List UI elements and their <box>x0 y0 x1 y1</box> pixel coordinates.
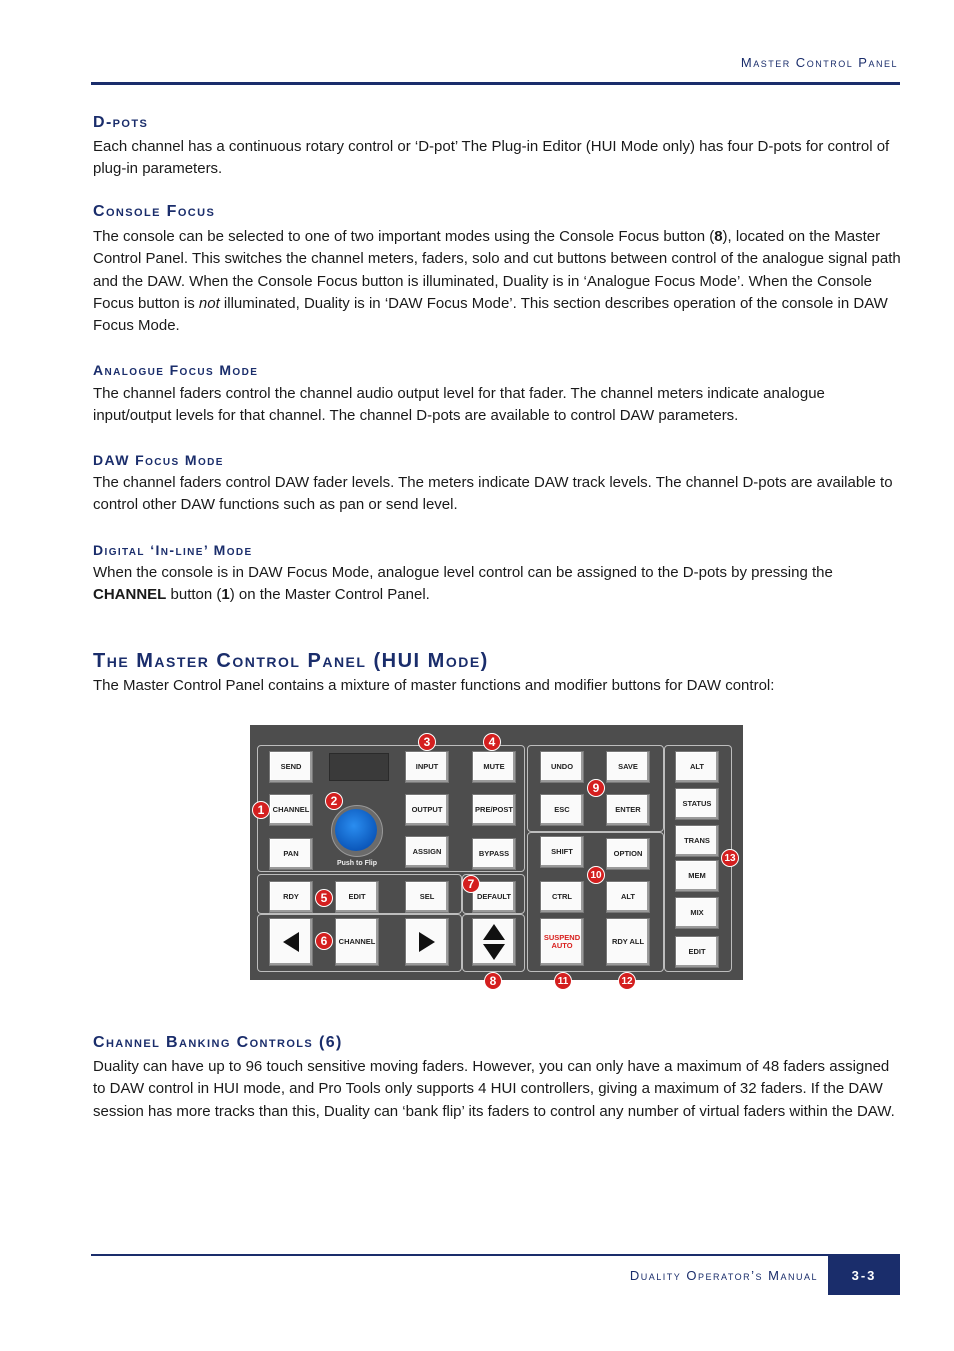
input-button[interactable]: INPUT <box>405 751 449 783</box>
esc-button[interactable]: ESC <box>540 794 584 826</box>
heading-analogue-focus: Analogue Focus Mode <box>93 362 259 378</box>
callout-9: 9 <box>587 779 605 797</box>
callout-10: 10 <box>587 866 605 884</box>
footer-title: Duality Operator’s Manual <box>629 1268 818 1283</box>
header-rule <box>91 82 900 85</box>
heading-console-focus: Console Focus <box>93 203 216 220</box>
default-button[interactable]: DEFAULT <box>472 881 516 913</box>
bypass-button[interactable]: BYPASS <box>472 838 516 870</box>
heading-daw-focus: DAW Focus Mode <box>93 452 224 468</box>
page-number: 3-3 <box>828 1256 900 1295</box>
heading-channel-banking: Channel Banking Controls (6) <box>93 1034 343 1051</box>
edit-button[interactable]: EDIT <box>335 881 379 913</box>
sel-button[interactable]: SEL <box>405 881 449 913</box>
footer-rule <box>91 1254 900 1256</box>
arrow-up-down-icon <box>482 922 506 962</box>
paragraph-master-control-panel: The Master Control Panel contains a mixture of master functions and modifier buttons for DAW control: <box>93 677 775 694</box>
rdy-button[interactable]: RDY <box>269 881 313 913</box>
callout-6: 6 <box>315 932 333 950</box>
callout-12: 12 <box>618 972 636 990</box>
assign-button[interactable]: ASSIGN <box>405 836 449 868</box>
callout-2: 2 <box>325 792 343 810</box>
arrow-right-icon <box>417 930 437 954</box>
mix-button[interactable]: MIX <box>675 897 719 929</box>
callout-11: 11 <box>554 972 572 990</box>
bank-right-button[interactable] <box>405 918 449 966</box>
bank-left-button[interactable] <box>269 918 313 966</box>
pan-button[interactable]: PAN <box>269 838 313 870</box>
shift-button[interactable]: SHIFT <box>540 836 584 868</box>
enter-button[interactable]: ENTER <box>606 794 650 826</box>
mute-button[interactable]: MUTE <box>472 751 516 783</box>
paragraph-daw-focus: The channel faders control DAW fader levels. The meters indicate DAW track levels. The channel D-pots are available to control other DAW functions such as pan or send level. <box>93 474 893 514</box>
panel-display <box>329 753 389 781</box>
trans-button[interactable]: TRANS <box>675 825 719 857</box>
heading-master-control-panel: The Master Control Panel (HUI Mode) <box>93 650 489 672</box>
callout-5: 5 <box>315 889 333 907</box>
alt-top-button[interactable]: ALT <box>675 751 719 783</box>
output-button[interactable]: OUTPUT <box>405 794 449 826</box>
mem-button[interactable]: MEM <box>675 860 719 892</box>
status-button[interactable]: STATUS <box>675 788 719 820</box>
option-button[interactable]: OPTION <box>606 838 650 870</box>
callout-4: 4 <box>483 733 501 751</box>
channel-button[interactable]: CHANNEL <box>269 794 313 826</box>
pre-post-button[interactable]: PRE/POST <box>472 794 516 826</box>
channel-bank-button[interactable]: CHANNEL <box>335 918 379 966</box>
save-button[interactable]: SAVE <box>606 751 650 783</box>
callout-7: 7 <box>462 875 480 893</box>
heading-dpots: D-pots <box>93 114 149 131</box>
arrow-left-icon <box>281 930 301 954</box>
heading-digital-inline: Digital ‘In-line’ Mode <box>93 542 253 558</box>
send-button[interactable]: SEND <box>269 751 313 783</box>
paragraph-console-focus: The console can be selected to one of two important modes using the Console Focus button (8), located on the Master Control Panel. This switches the channel meters, faders, solo and cut buttons between control of the analogue signal path and the DAW. When the Console Focus button is illuminated, Duality is in ‘Analogue Focus Mode’. When the Console Focus button is not illuminated, Duality is in ‘DAW Focus Mode’. This section describes operation of the console in DAW Focus Mode. <box>93 228 901 335</box>
paragraph-dpots: Each channel has a continuous rotary control or ‘D-pot’ The Plug-in Editor (HUI Mode only) has four D-pots for control of plug-in parameters. <box>93 138 890 178</box>
callout-1: 1 <box>252 801 270 819</box>
paragraph-analogue-focus: The channel faders control the channel audio output level for that fader. The channel meters indicate analogue input/output levels for that channel. The channel D-pots are available to control DAW parameters. <box>93 385 825 425</box>
paragraph-digital-inline: When the console is in DAW Focus Mode, analogue level control can be assigned to the D-pots by pressing the CHANNEL button (1) on the Master Control Panel. <box>93 564 833 604</box>
edit-right-button[interactable]: EDIT <box>675 936 719 968</box>
running-header: Master Control Panel <box>740 55 898 70</box>
callout-13: 13 <box>721 849 739 867</box>
ctrl-button[interactable]: CTRL <box>540 881 584 913</box>
paragraph-channel-banking: Duality can have up to 96 touch sensitive moving faders. However, you can only have a maximum of 48 faders assigned to DAW control in HUI mode, and Pro Tools only supports 4 HUI controllers, giving a maximum of 32 faders. If the DAW session has more tracks than this, Duality can ‘bank flip’ its faders to control any number of virtual faders within the DAW. <box>93 1058 895 1120</box>
callout-3: 3 <box>418 733 436 751</box>
alt-bottom-button[interactable]: ALT <box>606 881 650 913</box>
flip-knob[interactable] <box>335 809 377 851</box>
rdy-all-button[interactable]: RDY ALL <box>606 918 650 966</box>
console-focus-button[interactable] <box>472 918 516 966</box>
push-to-flip-label: Push to Flip <box>336 860 378 867</box>
undo-button[interactable]: UNDO <box>540 751 584 783</box>
callout-8: 8 <box>484 972 502 990</box>
suspend-auto-button[interactable]: SUSPEND AUTO <box>540 918 584 966</box>
